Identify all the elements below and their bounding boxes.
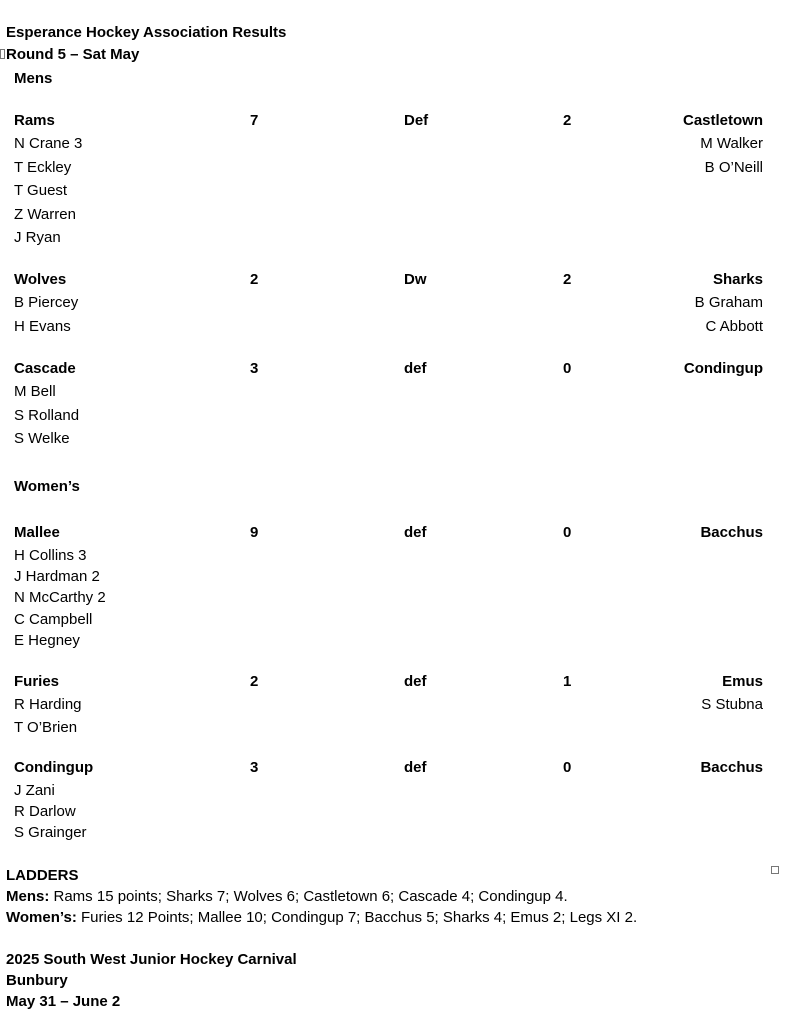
home-scorer: J Ryan [14,229,61,246]
match-result: def [404,759,427,776]
mens-ladder-text: Rams 15 points; Sharks 7; Wolves 6; Castletown 6; Cascade 4; Condingup 4. [49,888,568,905]
home-scorer: M Bell [14,383,56,400]
away-team: Bacchus [700,759,763,776]
match-result: def [404,524,427,541]
home-score: 3 [250,360,259,377]
away-score: 0 [563,360,572,377]
away-score: 0 [563,524,572,541]
home-scorer: S Welke [14,430,70,447]
round-heading: Round 5 – Sat May [6,46,140,63]
home-team: Wolves [14,271,67,288]
home-scorer: J Zani [14,782,55,799]
home-scorer: T Guest [14,182,68,199]
home-scorer: R Darlow [14,803,76,821]
ladders-heading: LADDERS [6,867,79,884]
home-scorer: R Harding [14,696,82,713]
away-score: 2 [563,112,572,129]
home-score: 9 [250,524,259,541]
away-scorer: B O’Neill [704,158,763,176]
home-scorer: J Hardman 2 [14,568,100,586]
match-result: Def [404,112,429,129]
womens-ladder-text: Furies 12 Points; Mallee 10; Condingup 7; Bacchus 5; Sharks 4; Emus 2; Legs XI 2. [76,909,638,926]
away-score: 0 [563,759,572,776]
home-score: 2 [250,673,259,690]
home-scorer: Z Warren [14,205,76,223]
text-box-marker-icon [771,866,779,874]
mens-heading: Mens [14,70,53,87]
away-team: Bacchus [700,524,763,541]
away-scorer: B Graham [694,294,763,311]
womens-heading: Women’s [14,478,80,495]
away-scorer: C Abbott [705,317,763,335]
home-scorer: E Hegney [14,631,80,649]
womens-ladder [6,909,637,927]
carnival-location: Bunbury [6,972,68,989]
document-title: Esperance Hockey Association Results [6,24,287,41]
match-result: def [404,360,427,377]
home-team: Cascade [14,360,76,377]
away-team: Castletown [682,112,763,129]
carnival-dates: May 31 – June 2 [6,993,121,1010]
home-scorer: S Grainger [14,824,87,842]
paragraph-marker-icon [0,49,5,59]
home-scorer: N Crane 3 [14,135,83,152]
away-team: Sharks [712,271,763,288]
mens-ladder [6,888,568,906]
womens-ladder-label: Women’s: [6,909,77,926]
home-score: 3 [250,759,259,776]
away-team: Condingup [683,360,763,377]
home-scorer: N McCarthy 2 [14,589,106,607]
home-team: Furies [14,673,60,690]
away-team: Emus [722,673,763,690]
home-team: Condingup [14,759,94,776]
away-score: 2 [563,271,572,288]
home-team: Mallee [14,524,60,541]
away-scorer: S Stubna [701,696,763,713]
home-scorer: C Campbell [14,610,93,628]
away-score: 1 [563,673,572,690]
home-scorer: H Evans [14,317,71,335]
home-team: Rams [14,112,55,129]
home-scorer: B Piercey [14,294,79,311]
carnival-title: 2025 South West Junior Hockey Carnival [6,951,297,968]
home-score: 2 [250,271,259,288]
mens-ladder-label: Mens: [6,888,50,905]
match-result: Dw [404,271,427,288]
match-result: def [404,673,427,690]
home-scorer: T O’Brien [14,719,78,737]
home-score: 7 [250,112,259,129]
home-scorer: T Eckley [14,158,72,176]
home-scorer: H Collins 3 [14,547,87,564]
home-scorer: S Rolland [14,406,80,424]
away-scorer: M Walker [700,135,763,152]
